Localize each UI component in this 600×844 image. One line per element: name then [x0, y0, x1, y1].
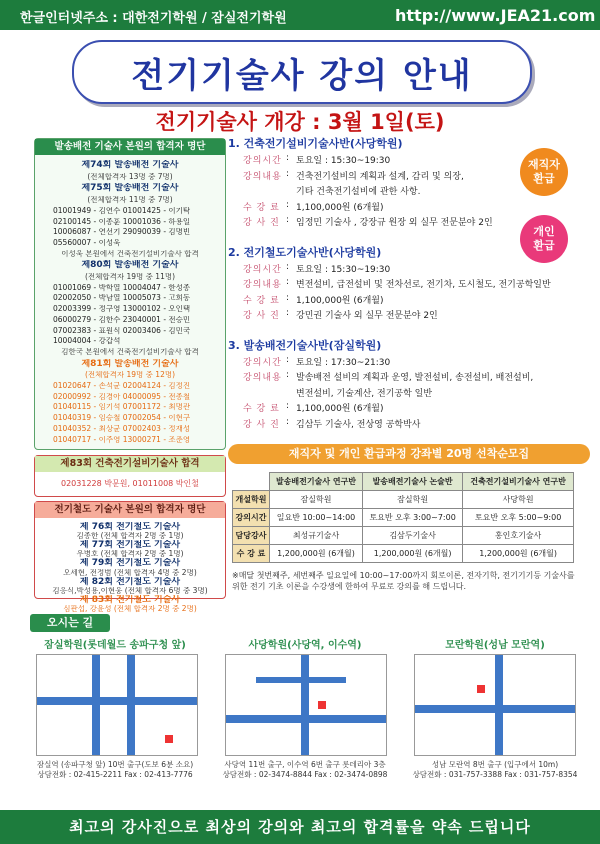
course-label: 강의시간	[243, 156, 282, 166]
winner-line: 02002050 - 박남열 10005073 - 고희동	[53, 294, 191, 303]
table-header-row	[233, 473, 574, 491]
map-title-moran: 모란학원(성남 모란역)	[445, 640, 545, 651]
winner-line: 제81회 발송배전 기술사	[81, 358, 179, 369]
winners-panel	[34, 138, 226, 450]
winner-line: 제 77회 전기철도 기술사	[79, 540, 181, 551]
course-label: 강의내용	[243, 171, 282, 182]
colon: :	[286, 153, 290, 163]
table-row	[233, 509, 574, 527]
winner-line: 05560007 - 이성욱	[53, 238, 121, 247]
schedule-table	[232, 472, 574, 563]
table-col-header: 발송배전기술사 논술반	[363, 473, 463, 491]
course-label: 수 강 료	[243, 202, 280, 213]
map-title-sadang: 사당학원(사당역, 이수역)	[248, 640, 362, 651]
row-header: 개설학원	[233, 491, 270, 509]
winner-line: (전체합격자 19명 중 12명)	[84, 371, 176, 380]
winner-line: 01040319 - 임승철 07002054 - 이현구	[53, 414, 191, 423]
winner-line: 01001069 - 박학열 10004047 - 한성종	[53, 283, 191, 292]
course-label: 수 강 료	[243, 404, 280, 414]
badge-employee-refund: 재직자 환급	[520, 148, 568, 196]
winner-line: 10006087 - 연선기 29090039 - 김명빈	[53, 228, 191, 237]
table-cell: 1,200,000원 (6개월)	[463, 545, 574, 563]
winner-line: 제 76회 전기철도 기술사	[79, 522, 181, 532]
table-row	[233, 491, 574, 509]
table-cell: 토요반 오후 5:00~9:00	[463, 509, 574, 527]
course-label: 강의내용	[243, 280, 282, 290]
winner-line: 심판섭, 강윤성 (전체 합격자 2명 중 2명)	[63, 604, 197, 613]
winner-line: 김응식,박성용,이현웅 (전체 합격자 6명 중 3명)	[52, 586, 208, 595]
winner-line: 제74회 발송배전 기술사	[81, 160, 179, 170]
table-cell: 잠실학원	[363, 491, 463, 509]
winner-line: (전체합격자 13명 중 7명)	[87, 172, 173, 181]
colon: :	[286, 168, 290, 179]
winner-line: 02100145 - 이종훈 10001036 - 하용일	[53, 217, 191, 226]
colon: :	[286, 277, 290, 287]
winner-line: 10004004 - 강갑석	[53, 337, 121, 346]
course-label: 강 사 진	[243, 311, 280, 321]
colon: :	[286, 416, 290, 427]
colon: :	[286, 261, 290, 272]
row-header: 강의시간	[233, 509, 270, 527]
table-row	[233, 527, 574, 545]
top-bar	[0, 0, 600, 30]
map-title-jamsil: 잠실학원(롯데월드 송파구청 앞)	[44, 640, 186, 651]
page-title-box	[72, 40, 532, 104]
winners-header: 발송배전 기술사 본원의 합격자 명단	[35, 139, 225, 155]
course-title: 3. 발송배전기술사반(잠실학원)	[228, 338, 382, 352]
table-cell: 최성규기술사	[270, 527, 363, 545]
rail-winners-header: 전기철도 기술사 본원의 합격자 명단	[35, 502, 225, 518]
winner-line: 02003399 - 정구영 13000102 - 오인택	[53, 305, 191, 314]
footer-slogan: 최고의 강사진으로 최상의 강의와 최고의 합격률을 약속 드립니다	[0, 810, 600, 844]
winner-line: 01040717 - 이주영 13000271 - 조춘영	[53, 435, 191, 444]
colon: :	[286, 354, 290, 365]
colon: :	[286, 308, 290, 318]
course-value: 1,100,000원 (6개월)	[296, 404, 384, 414]
table-cell: 1,200,000원 (6개월)	[363, 545, 463, 563]
colon: :	[286, 370, 290, 380]
winner-line: (전체합격자 11명 중 7명)	[87, 196, 173, 205]
korean-address: 한글인터넷주소 : 대한전기학원 / 잠실전기학원	[20, 11, 287, 26]
table-row	[233, 545, 574, 563]
course-value: 건축전기설비의 계획과 설계, 감리 및 의장,	[296, 171, 464, 182]
addr-sadang: 사당역 11번 출구, 이수역 6번 출구 롯데리아 3층 상담전화 : 02-3474-8844 Fax : 02-3474-0898	[222, 760, 388, 779]
course-title: 2. 전기철도기술사반(사당학원)	[228, 245, 382, 259]
table-cell: 사당학원	[463, 491, 574, 509]
course-value: 1,100,000원 (6개월)	[296, 295, 384, 306]
winner-line: 김종한 (전체 합격자 2명 중 1명)	[76, 532, 184, 541]
colon: :	[286, 215, 290, 225]
winner-line: 김한국 본원에서 건축전기설비기술사 합격	[61, 347, 199, 356]
course-value: 김삼두 기술사, 전상영 공학박사	[296, 419, 421, 430]
course-label: 강 사 진	[243, 419, 280, 430]
course-title: 1. 건축전기설비기술사반(사당학원)	[228, 137, 403, 150]
course-label: 강의시간	[243, 264, 282, 275]
winner-line: 이성욱 본원에서 건축전기설비기술사 합격	[61, 249, 199, 258]
course-label: 수 강 료	[243, 295, 280, 306]
website-url[interactable]: http://www.JEA21.com	[395, 6, 596, 25]
table-corner	[233, 473, 270, 491]
table-col-header: 발송배전기술사 연구반	[270, 473, 363, 491]
addr-moran: 성남 모란역 8번 출구 (입구에서 10m) 상담전화 : 031-757-3388 Fax : 031-757-8354	[412, 760, 578, 779]
course-value: 토요일 : 17:30~21:30	[296, 357, 391, 368]
colon: :	[286, 199, 290, 210]
course-value: 발송배전 설비의 계획과 운영, 발전설비, 송전설비, 배전설비,	[296, 373, 534, 383]
course-label: 강 사 진	[243, 218, 280, 228]
map-sadang	[225, 654, 387, 756]
winner-line: 01040115 - 임기석 07001172 - 최명관	[53, 403, 191, 412]
course-value: 강민권 기술사 외 실무 전문분야 2인	[296, 311, 438, 321]
map-jamsil	[36, 654, 198, 756]
table-cell: 토요반 오후 3:00~7:00	[363, 509, 463, 527]
box-83-header: 제83회 건축전기설비기술사 합격	[35, 456, 225, 472]
directions-label: 오시는 길	[30, 614, 110, 632]
course-label: 강의내용	[243, 373, 282, 383]
winner-line: 오세현, 전정범 (전체 합격자 4명 중 2명)	[63, 568, 197, 577]
course-value: 1,100,000원 (6개월)	[296, 202, 384, 213]
winner-line: 07002383 - 표원식 02003406 - 김민국	[53, 326, 191, 335]
table-cell: 1,200,000원 (6개월)	[270, 545, 363, 563]
winner-line: 01040352 - 최상균 07002403 - 정재성	[53, 424, 191, 433]
table-cell: 잠실학원	[270, 491, 363, 509]
course-label: 강의시간	[243, 357, 282, 368]
winner-line: 제 82회 전기철도 기술사	[79, 576, 181, 587]
row-header: 담당강사	[233, 527, 270, 545]
course-value: 변전설비, 기술계산, 전기공학 일반	[296, 388, 433, 399]
row-header: 수 강 료	[233, 545, 270, 563]
addr-jamsil: 잠실역 (송파구청 앞) 10번 출구(도보 6분 소요) 상담전화 : 02-415-2211 Fax : 02-413-7776	[36, 760, 194, 779]
winner-line: 우병호 (전체 합격자 2명 중 1명)	[76, 550, 184, 559]
colon: :	[286, 292, 290, 303]
winner-line: 제 83회 전기철도 기술사	[79, 594, 181, 605]
recruitment-band: 재직자 및 개인 환급과정 강좌별 20명 선착순모집	[228, 444, 590, 464]
winner-line: 06000279 - 김한수 23040001 - 전승민	[53, 315, 191, 324]
table-cell: 김삼두기술사	[363, 527, 463, 545]
box-83-winners	[34, 455, 226, 497]
opening-date: 전기기술사 개강 : 3월 1일(토)	[155, 110, 445, 134]
course-value: 토요일 : 15:30~19:30	[296, 156, 391, 166]
map-moran	[414, 654, 576, 756]
box-83-body: 02031228 박문원, 01011008 박인철	[61, 479, 199, 488]
course-value: 변전설비, 급전설비 및 전차선로, 전기차, 도시철도, 전기공학일반	[296, 280, 551, 290]
colon: :	[286, 401, 290, 411]
winner-line: 제75회 발송배전 기술사	[81, 183, 179, 194]
course-value: 임정민 기술사 , 강장규 원장 외 실무 전문분야 2인	[296, 218, 493, 228]
rail-winners-panel	[34, 501, 226, 613]
table-col-header: 건축전기설비기술사 연구반	[463, 473, 574, 491]
course-value: 기타 건축전기설비에 관한 사항.	[296, 187, 421, 197]
winner-line: 01020647 - 손석균 02004124 - 김정진	[53, 382, 191, 390]
free-lecture-note: ※매달 첫번째주, 세번째주 일요일에 10:00~17:00까지 회로이론, 전자기학, 전기기기등 기술사를 위한 전기 기초 이론을 수강생에 한하여 무료로 강의를 해 드립니다.	[232, 571, 575, 591]
winner-line: 02000992 - 김경아 04000095 - 전종철	[53, 392, 191, 401]
table-cell: 일요반 10:00~14:00	[270, 509, 363, 527]
table-cell: 홍인호기술사	[463, 527, 574, 545]
winner-line: (전체합격자 19명 중 11명)	[84, 273, 176, 281]
winner-line: 01001949 - 김연수 01001425 - 이기탁	[53, 206, 191, 215]
winner-line: 제80회 발송배전 기술사	[81, 260, 179, 271]
course-value: 토요일 : 15:30~19:30	[296, 264, 391, 275]
page-title: 전기기술사 강의 안내	[131, 56, 473, 96]
badge-individual-refund: 개인 환급	[520, 215, 568, 263]
winner-line: 제 79회 전기철도 기술사	[79, 558, 181, 569]
